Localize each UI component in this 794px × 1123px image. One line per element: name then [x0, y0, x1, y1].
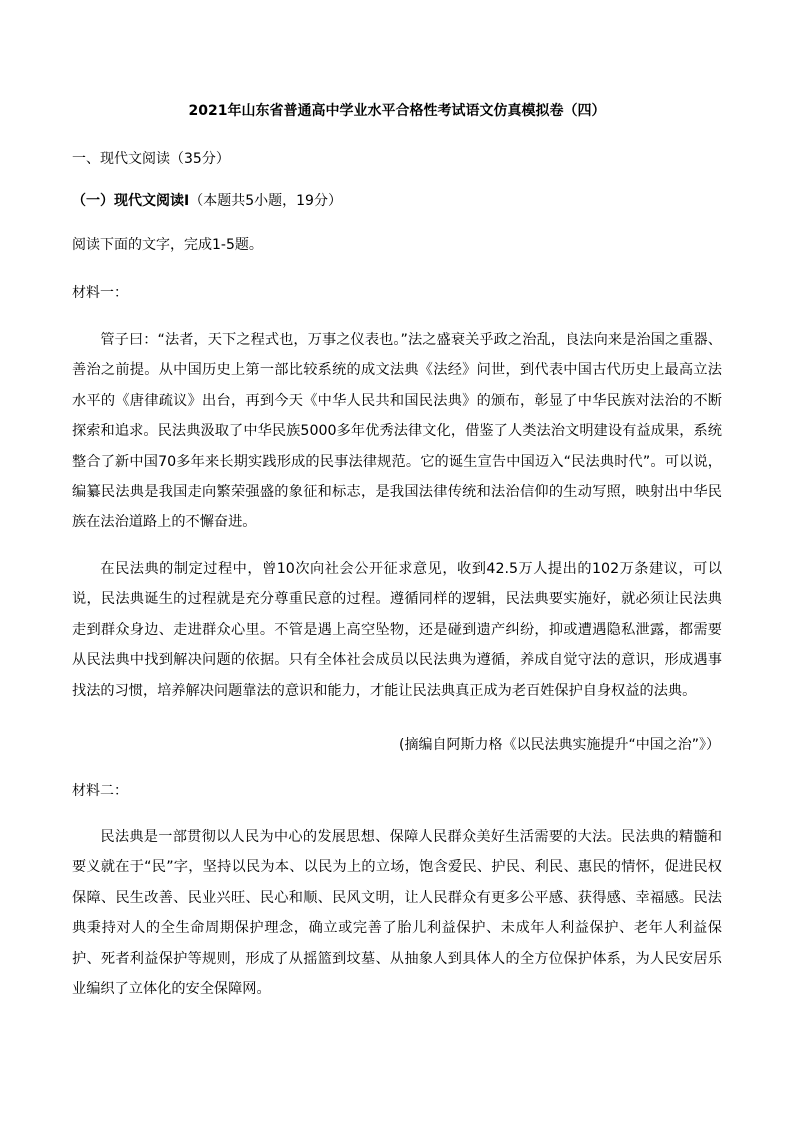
material-one-label: 材料一： [72, 285, 128, 301]
material-two-paragraph: 民法典是一部贯彻以人民为中心的发展思想、保障人民群众美好生活需要的大法。民法典的精髓和要义就在于“民”字，坚持以民为本、以民为上的立场，饱含爱民、护民、利民、惠民的情怀，促进民权保障、民生改善、民业兴旺、民心和顺、民风文明，让人民群众有更多公平感、获得感、幸福感。民法典秉持对人的全生命周期保护理念，确立或完善了胎儿利益保护、未成年人利益保护、老年人利益保护、死者利益保护等规则，形成了从摇篮到坟墓、从抽象人到具体人的全方位保护体系，为人民安居乐业编织了立体化的安全保障网。 [72, 829, 722, 998]
subsection-note: （本题共5小题，19分） [189, 193, 342, 209]
material-two-label: 材料二： [72, 783, 128, 799]
subsection-label: （一）现代文阅读Ⅰ [72, 193, 190, 209]
section-heading: 一、现代文阅读（35分） [72, 151, 230, 167]
material-one-paragraph: 在民法典的制定过程中，曾10次向社会公开征求意见，收到42.5万人提出的102万条建议，可以说，民法典诞生的过程就是充分尊重民意的过程。遵循同样的逻辑，民法典要实施好，就必须让民法典走到群众身边、走进群众心里。不管是遇上高空坠物，还是碰到遗产纠纷，抑或遭遇隐私泄露，都需要从民法典中找到解决问题的依据。只有全体社会成员以民法典为遵循，养成自觉守法的意识，形成遇事找法的习惯，培养解决问题靠法的意识和能力，才能让民法典真正成为老百姓保护自身权益的法典。 [72, 561, 722, 699]
material-one-paragraph: 管子曰：“法者，天下之程式也，万事之仪表也。”法之盛衰关乎政之治乱，良法向来是治国之重器、善治之前提。从中国历史上第一部比较系统的成文法典《法经》问世，到代表中国古代历史上最高立法水平的《唐律疏议》出台，再到今天《中华人民共和国民法典》的颁布，彰显了中华民族对法治的不断探索和追求。民法典汲取了中华民族5000多年优秀法律文化，借鉴了人类法治文明建设有益成果，系统整合了新中国70多年来长期实践形成的民事法律规范。它的诞生宣告中国迈入“民法典时代”。可以说，编纂民法典是我国走向繁荣强盛的象征和标志，是我国法律传统和法治信仰的生动写照，映射出中华民族在法治道路上的不懈奋进。 [72, 332, 722, 531]
material-one-source: (摘编自阿斯力格《以民法典实施提升“中国之治”》） [399, 737, 720, 753]
subsection-heading [72, 191, 342, 211]
document-title: 2021年山东省普通高中学业水平合格性考试语文仿真模拟卷（四） [188, 103, 606, 119]
instruction-text: 阅读下面的文字，完成1-5题。 [72, 237, 263, 253]
